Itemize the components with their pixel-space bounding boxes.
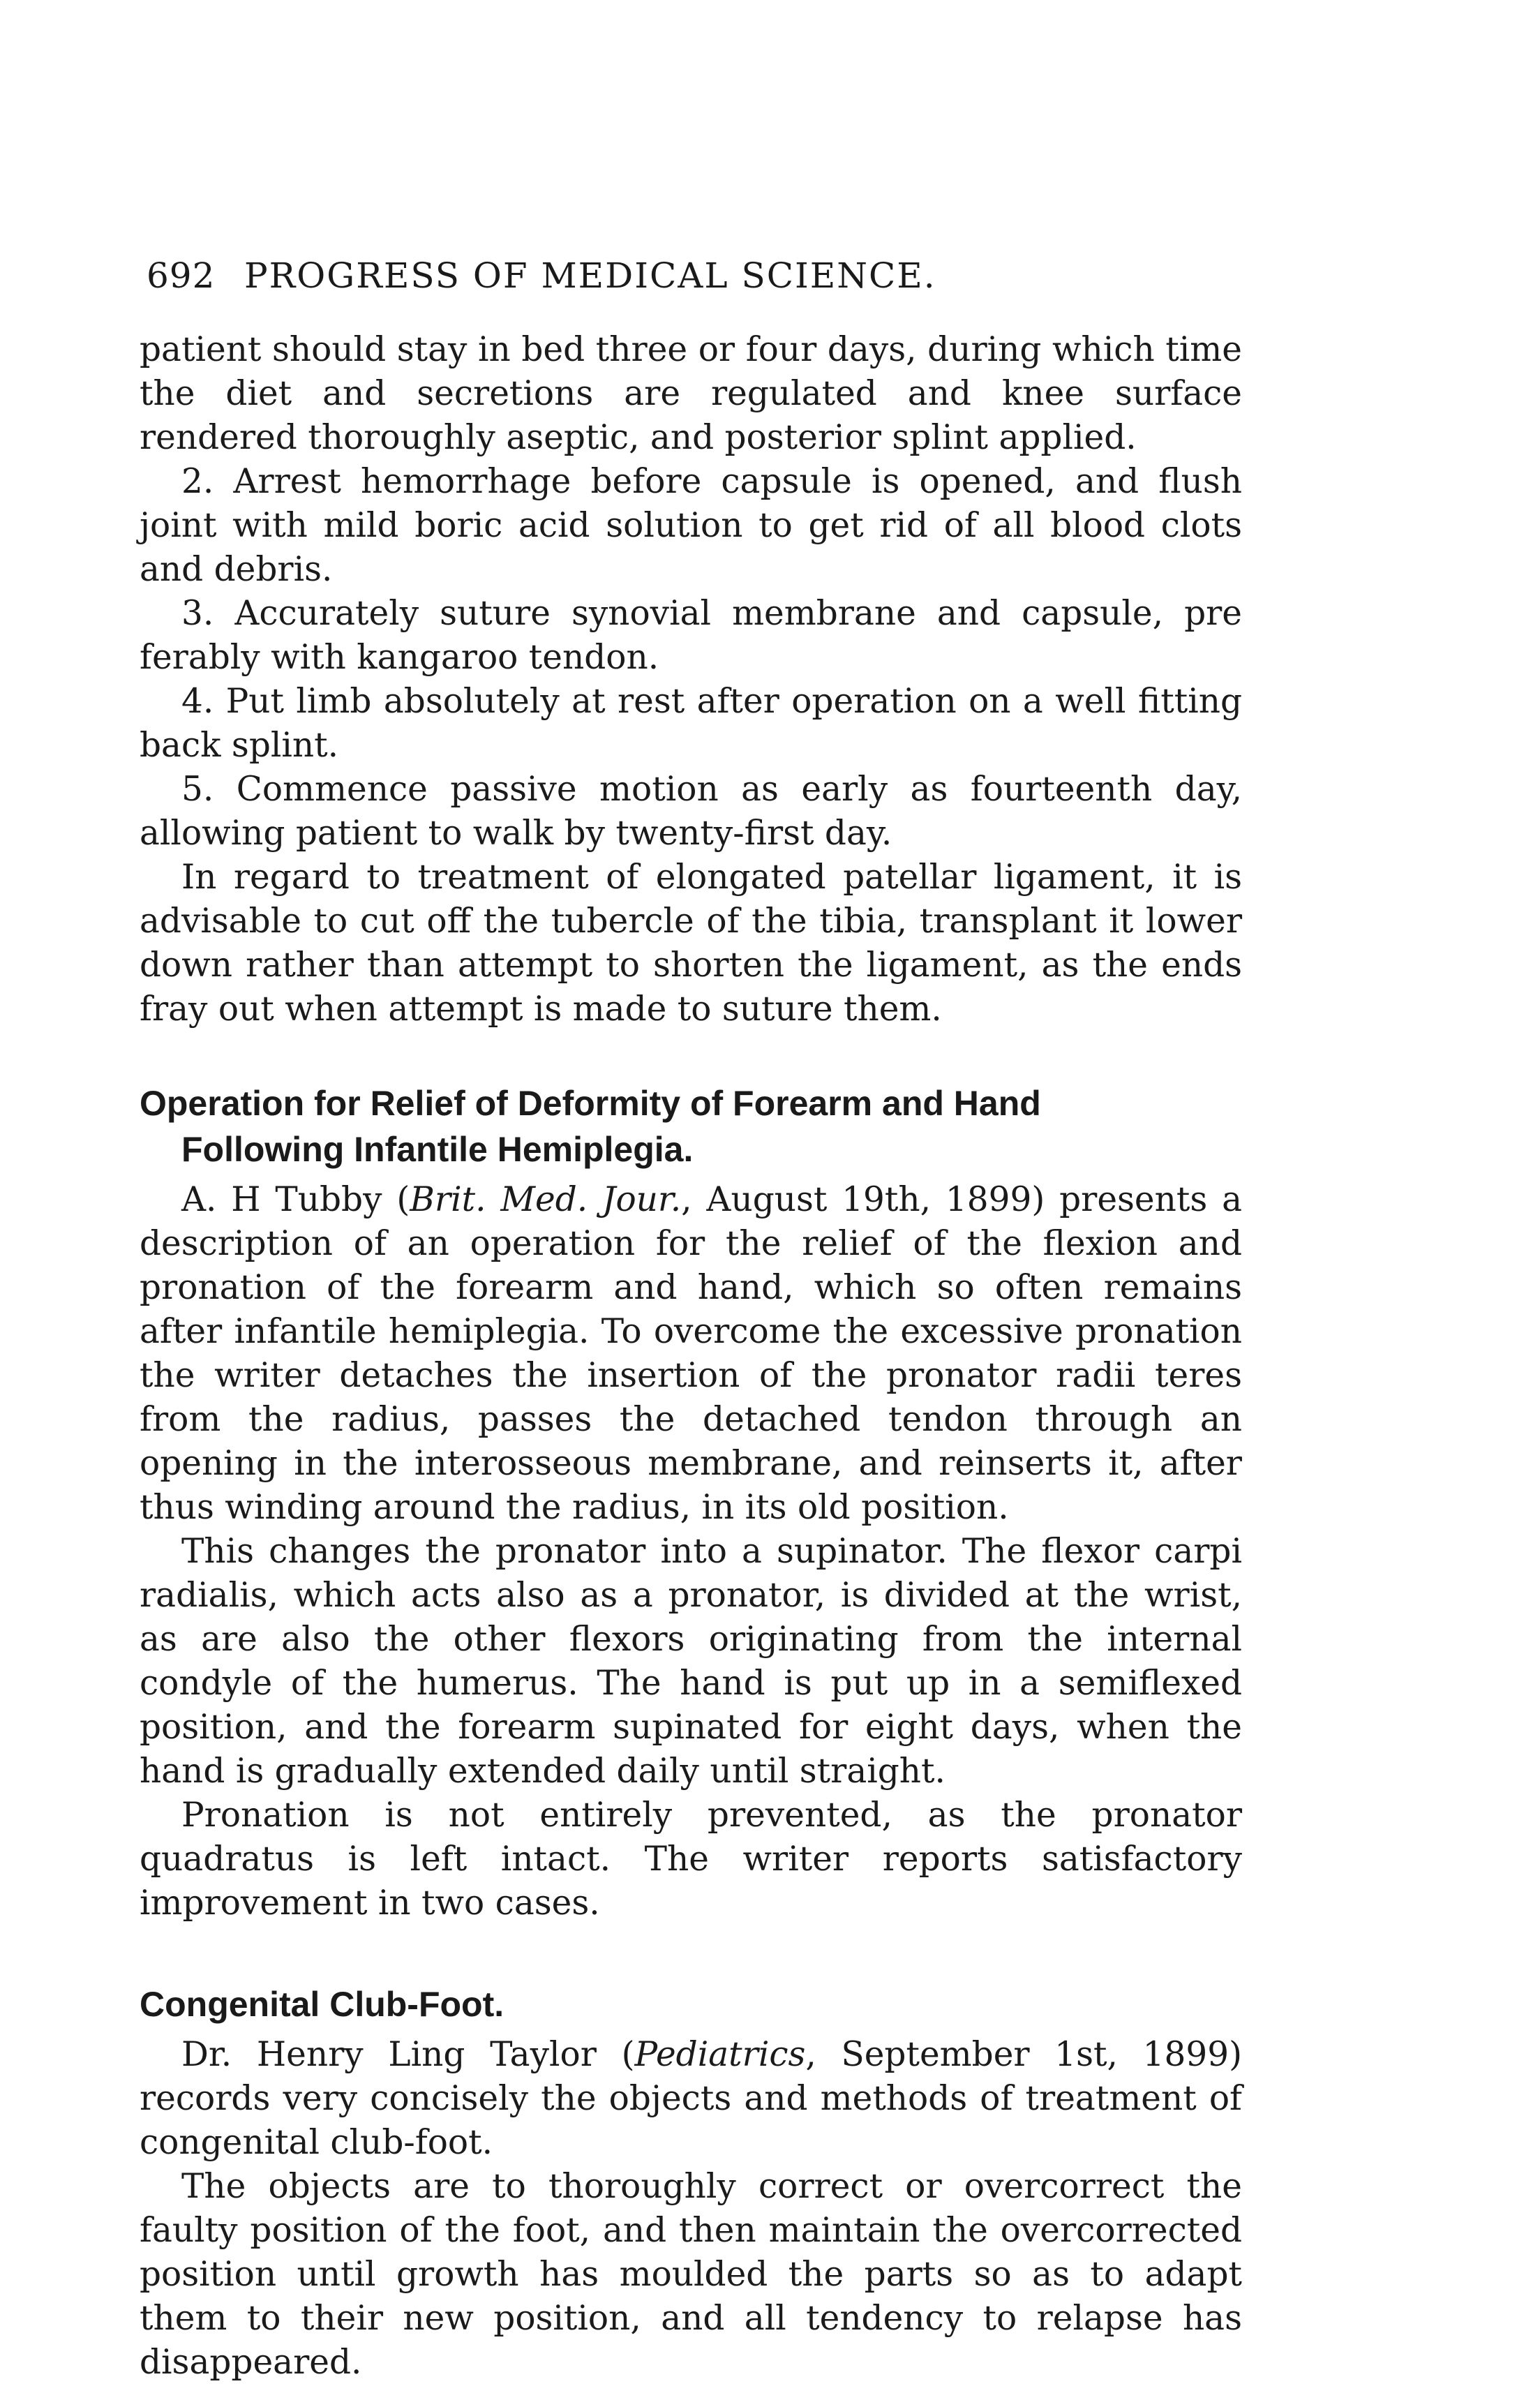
numbered-item-3: 3. Accurately suture synovial membrane and capsule, pre ferably with kangaroo tendon. bbox=[140, 594, 1242, 677]
author-citation: Dr. Henry Ling Taylor ( bbox=[181, 2035, 635, 2074]
paragraph: This changes the pronator into a supinator. The flexor carpi radialis, which acts also as a pronator, is divided at the wrist, as are also the other flexors originating from the internal condyle of the humerus. The hand is put up in a semiflexed position, and the forearm supinated for eight days, when the hand is gradually extended daily until straight. bbox=[140, 1532, 1242, 1791]
paragraph-text: , August 19th, 1899) presents a description of an operation for the relief of the flexion and pronation of the forearm and hand, which so often remains after infantile hemiplegia. To overcome the excessive pronation the writer detaches the insertion of the pronator radii teres from the radius, passes the detached tendon through an opening in the interosseous membrane, and reinserts it, after thus winding around the radius, in its old position. bbox=[140, 1180, 1242, 1527]
section-heading-club-foot: Congenital Club-Foot. bbox=[140, 1985, 504, 2024]
page-number: 692 bbox=[147, 255, 216, 296]
paragraph bbox=[140, 1178, 1242, 1530]
paragraph-text: , September 1st, 1899) records very concisely the objects and methods of treatment of congenital club-foot. bbox=[140, 2035, 1243, 2162]
running-head: PROGRESS OF MEDICAL SCIENCE. bbox=[244, 255, 936, 296]
paragraph: The objects are to thoroughly correct or overcorrect the faulty position of the foot, and then maintain the overcorrected position until growth has moulded the parts so as to adapt them to their new position, and all tendency to relapse has disappeared. bbox=[140, 2167, 1242, 2382]
paragraph: In regard to treatment of elongated patellar ligament, it is advisable to cut off the tubercle of the tibia, transplant it lower down rather than attempt to shorten the ligament, as the ends fray out when attempt is made to suture them. bbox=[140, 858, 1242, 1029]
numbered-item-5: 5. Commence passive motion as early as fourteenth day, allowing patient to walk by twenty-first day. bbox=[140, 770, 1242, 853]
body-text bbox=[140, 328, 1242, 2385]
paragraph: patient should stay in bed three or four days, during which time the diet and secretions are regulated and knee surface rendered thoroughly aseptic, and posterior splint applied. bbox=[140, 330, 1242, 457]
section-heading-line-1: Operation for Relief of Deformity of Forearm and Hand bbox=[140, 1084, 1041, 1123]
journal-title: Pediatrics bbox=[634, 2035, 806, 2074]
paragraph bbox=[140, 2033, 1242, 2165]
journal-title: Brit. Med. Jour. bbox=[410, 1180, 682, 1219]
page-header bbox=[147, 251, 1235, 300]
numbered-item-4: 4. Put limb absolutely at rest after operation on a well fitting back splint. bbox=[140, 682, 1242, 765]
numbered-item-2: 2. Arrest hemorrhage before capsule is opened, and flush joint with mild boric acid solution to get rid of all blood clots and debris. bbox=[140, 462, 1242, 589]
author-citation: A. H Tubby ( bbox=[181, 1180, 410, 1219]
section-heading-line-2: Following Infantile Hemiplegia. bbox=[181, 1130, 694, 1169]
section-heading-forearm bbox=[140, 1080, 1242, 1172]
paragraph: Pronation is not entirely prevented, as the pronator quadratus is left intact. The writer reports satisfactory improvement in two cases. bbox=[140, 1796, 1242, 1923]
